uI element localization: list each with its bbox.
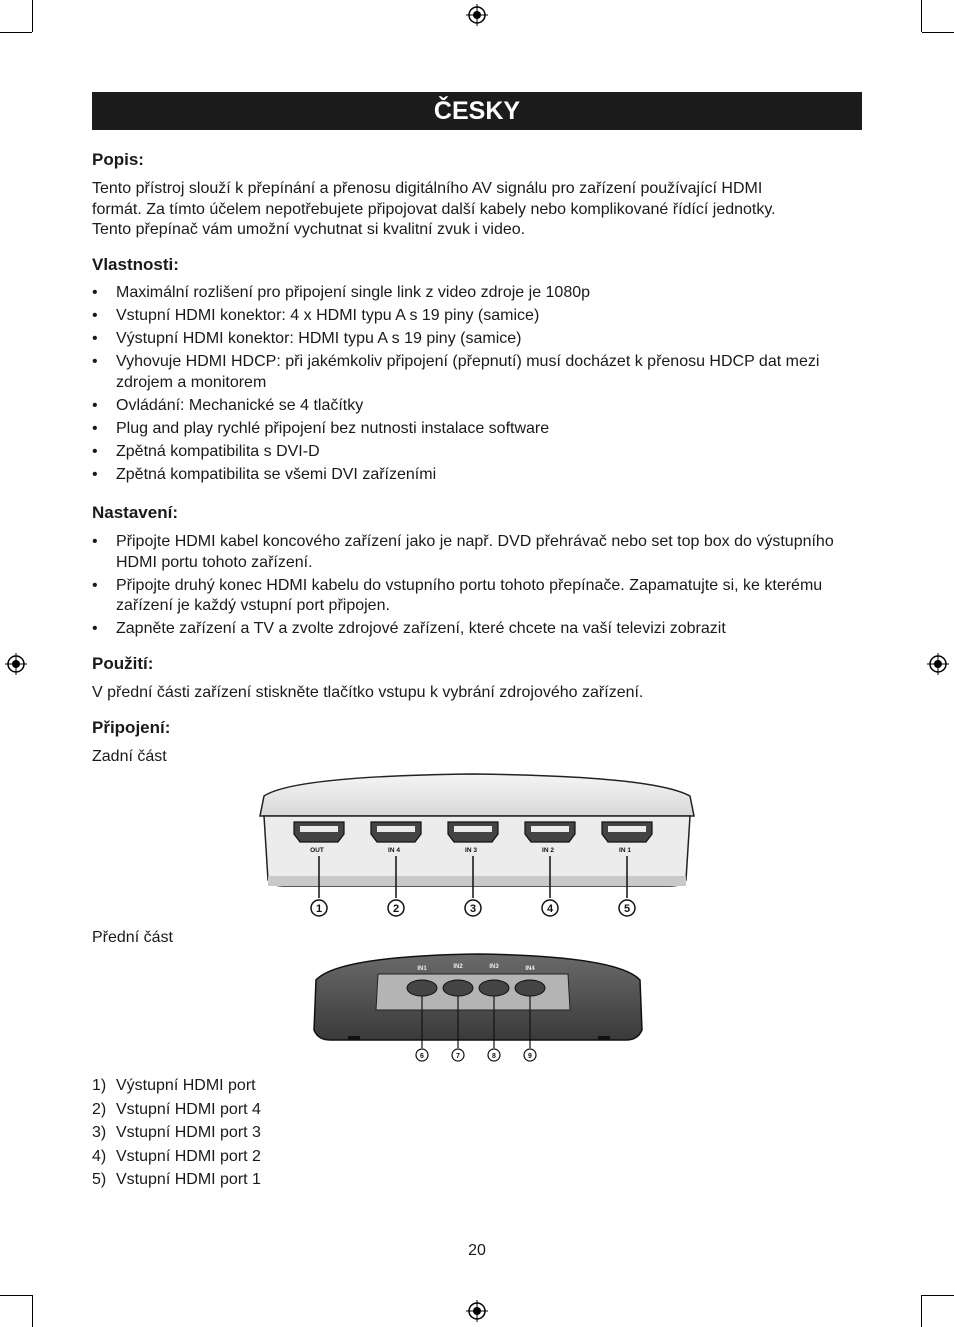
feature-list: [92, 283, 862, 485]
button-label: IN2: [453, 964, 463, 970]
list-item: 3) Vstupní HDMI port 3: [92, 1124, 261, 1141]
section-heading: Připojení:: [92, 718, 171, 737]
list-item: • Ovládání: Mechanické se 4 tlačítky: [92, 396, 862, 417]
list-item: • Připojte druhý konec HDMI kabelu do vstupního portu tohoto přepínače. Zapamatujte si, ke kterému zařízení je každý vstupní port připojen.: [92, 576, 862, 617]
section-heading: Použití:: [92, 654, 154, 673]
callout-number: 9: [528, 1053, 532, 1060]
section-nastaveni: [92, 503, 862, 642]
section-heading: Nastavení:: [92, 503, 178, 522]
list-item: 2) Vstupní HDMI port 4: [92, 1100, 261, 1118]
port-label: IN 4: [388, 847, 400, 854]
list-item: 5) Vstupní HDMI port 1: [92, 1171, 261, 1188]
rear-panel-figure: [254, 772, 700, 924]
crop-mark: [0, 1295, 32, 1296]
list-item: • Maximální rozlišení pro připojení single link z video zdroje je 1080p: [92, 283, 862, 304]
hdmi-port-icon: [602, 822, 652, 842]
input-button-icon: [443, 980, 473, 996]
list-item: • Vstupní HDMI konektor: 4 x HDMI typu A s 19 piny (samice): [92, 306, 862, 327]
crop-mark: [922, 32, 954, 33]
setup-list: [92, 532, 862, 640]
input-button-icon: [479, 980, 509, 996]
callout-number: 8: [492, 1053, 496, 1060]
page-number: 20: [468, 1242, 486, 1259]
section-pouziti: [92, 654, 862, 704]
list-item: • Zpětná kompatibilita s DVI-D: [92, 442, 862, 463]
registration-mark-icon: [466, 4, 488, 26]
callout-number: 3: [469, 903, 477, 915]
page-content: [92, 92, 862, 1188]
list-item: • Výstupní HDMI konektor: HDMI typu A s 19 piny (samice): [92, 329, 862, 350]
crop-mark: [32, 1295, 33, 1327]
section-vlastnosti: [92, 255, 862, 488]
port-label: IN 1: [619, 847, 631, 854]
callout-number: 1: [315, 903, 323, 915]
section-heading: Popis:: [92, 150, 144, 169]
parts-list: [92, 1076, 261, 1194]
crop-mark: [921, 0, 922, 32]
paragraph-line: Tento přepínač vám umožní vychutnat si kvalitní zvuk i video.: [92, 221, 526, 238]
front-panel-figure: [308, 950, 648, 1074]
callout-number: 4: [546, 903, 554, 915]
list-item: • Zpětná kompatibilita se všemi DVI zařízeními: [92, 465, 862, 486]
hdmi-port-icon: [294, 822, 344, 842]
callout-number: 7: [456, 1053, 460, 1060]
language-banner: ČESKY: [92, 92, 862, 130]
list-item: 4) Vstupní HDMI port 2: [92, 1147, 261, 1165]
crop-mark: [922, 1295, 954, 1296]
hdmi-port-icon: [371, 822, 421, 842]
registration-mark-icon: [466, 1300, 488, 1322]
input-button-icon: [407, 980, 437, 996]
button-label: IN1: [417, 966, 427, 972]
crop-mark: [0, 32, 32, 33]
front-caption: Přední část: [92, 929, 173, 946]
port-label: IN 2: [542, 847, 554, 854]
section-popis: [92, 150, 862, 241]
paragraph-line: formát. Za tímto účelem nepotřebujete připojovat další kabely nebo komplikované řídící jednotky.: [92, 200, 776, 218]
section-pripojeni: [92, 718, 862, 768]
callout-number: 5: [623, 903, 631, 915]
rear-caption: Zadní část: [92, 748, 167, 765]
port-label: OUT: [310, 847, 324, 854]
registration-mark-icon: [927, 653, 949, 675]
button-label: IN4: [525, 966, 535, 972]
crop-mark: [32, 0, 33, 32]
list-item: • Zapněte zařízení a TV a zvolte zdrojové zařízení, které chcete na vaší televizi zobrazit: [92, 619, 862, 640]
list-item: 1) Výstupní HDMI port: [92, 1077, 256, 1094]
callout-number: 6: [420, 1053, 424, 1060]
list-item: • Vyhovuje HDMI HDCP: při jakémkoliv připojení (přepnutí) musí docházet k přenosu HDCP dat mezi zdrojem a monitorem: [92, 352, 862, 393]
hdmi-port-icon: [525, 822, 575, 842]
port-label: IN 3: [465, 847, 477, 854]
paragraph-line: V přední části zařízení stiskněte tlačítko vstupu k vybrání zdrojového zařízení.: [92, 684, 644, 701]
button-label: IN3: [489, 964, 499, 970]
crop-mark: [921, 1295, 922, 1327]
list-item: • Plug and play rychlé připojení bez nutnosti instalace software: [92, 419, 862, 440]
hdmi-port-icon: [448, 822, 498, 842]
registration-mark-icon: [5, 653, 27, 675]
list-item: • Připojte HDMI kabel koncového zařízení jako je např. DVD přehrávač nebo set top box do výstupního HDMI portu tohoto zařízení.: [92, 532, 862, 573]
paragraph-line: Tento přístroj slouží k přepínání a přenosu digitálního AV signálu pro zařízení používající HDMI: [92, 180, 763, 197]
input-button-icon: [515, 980, 545, 996]
section-heading: Vlastnosti:: [92, 255, 179, 274]
callout-number: 2: [392, 903, 400, 915]
